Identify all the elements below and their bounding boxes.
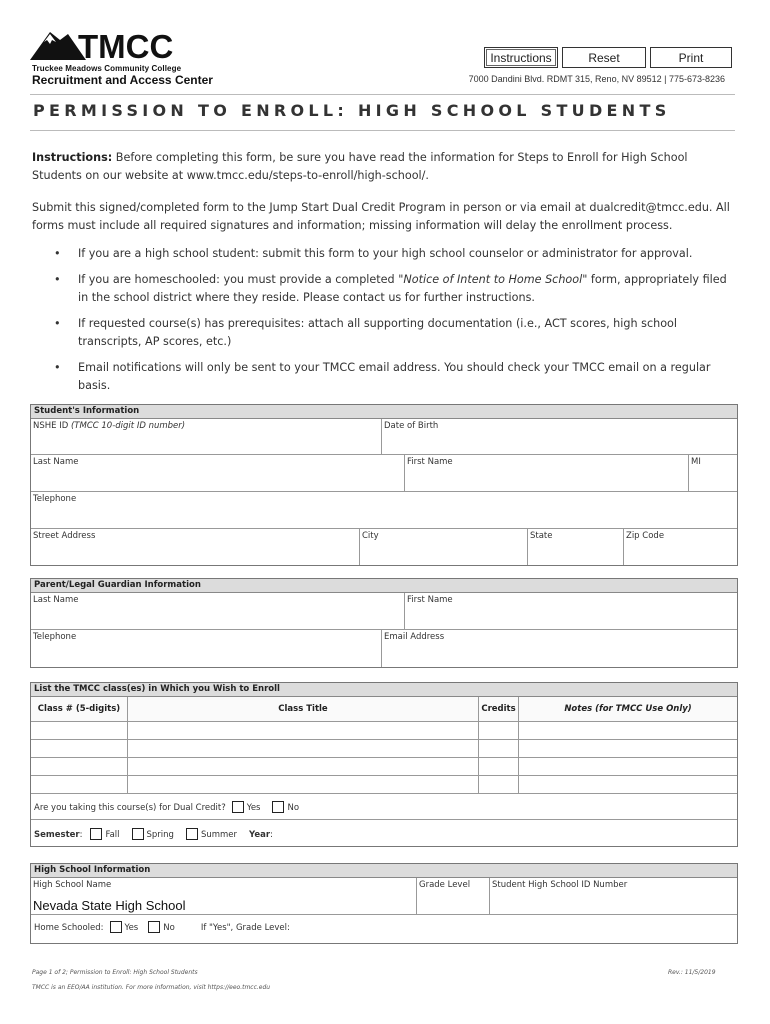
form-row xyxy=(31,455,737,492)
year-field[interactable] xyxy=(273,828,473,840)
instructions-intro xyxy=(32,149,732,185)
section-heading: List the TMCC class(es) in Which you Wish to Enroll xyxy=(31,683,737,697)
guardian-first-name-field[interactable] xyxy=(404,593,737,629)
instructions-intro-text: Before completing this form, be sure you have read the information for Steps to Enroll for High School Students on our website at www.tmcc.edu/steps-to-enroll/high-school/. xyxy=(32,151,688,182)
field-label: Street Address xyxy=(33,531,96,541)
field-label: First Name xyxy=(407,595,453,605)
spring-label: Spring xyxy=(146,830,174,840)
notes-cell[interactable] xyxy=(518,740,737,758)
field-label: Date of Birth xyxy=(384,421,439,431)
yes-label: Yes xyxy=(124,923,139,933)
instructions-block xyxy=(32,149,732,403)
no-label: No xyxy=(163,923,175,933)
notes-cell[interactable] xyxy=(518,722,737,740)
dual-credit-question: Are you taking this course(s) for Dual Credit? xyxy=(34,803,226,813)
column-header-credits: Credits xyxy=(478,697,518,722)
bullet-text: If you are homeschooled: you must provide a completed xyxy=(78,273,399,286)
page-title: PERMISSION TO ENROLL: HIGH SCHOOL STUDENTS xyxy=(33,101,671,120)
college-name: Truckee Meadows Community College xyxy=(32,64,182,73)
dual-credit-yes-checkbox[interactable] xyxy=(232,801,244,813)
field-label: City xyxy=(362,531,379,541)
semester-row: Semester : Fall Spring Summer Year : xyxy=(31,820,737,846)
city-field[interactable] xyxy=(359,529,527,565)
list-item xyxy=(32,271,732,307)
section-heading: Parent/Legal Guardian Information xyxy=(31,579,737,593)
home-schooled-yes-checkbox[interactable] xyxy=(110,921,122,933)
section-heading: High School Information xyxy=(31,864,737,878)
form-row xyxy=(31,529,737,565)
classes-section xyxy=(30,682,738,847)
instructions-button[interactable]: Instructions xyxy=(484,47,558,68)
form-row xyxy=(31,915,737,943)
date-of-birth-field[interactable] xyxy=(381,419,737,454)
guardian-last-name-field[interactable] xyxy=(31,593,404,629)
fall-checkbox[interactable] xyxy=(90,828,102,840)
field-label: NSHE ID xyxy=(33,421,71,431)
dual-credit-no-checkbox[interactable] xyxy=(272,801,284,813)
high-school-section xyxy=(30,863,738,944)
page-footer-info: Page 1 of 2; Permission to Enroll: High School Students xyxy=(32,969,198,976)
class-title-cell[interactable] xyxy=(127,776,478,794)
tmcc-logo xyxy=(30,28,240,88)
bullet-italic-text: "Notice of Intent to Home School" xyxy=(398,273,588,286)
guardian-telephone-field[interactable] xyxy=(31,630,381,667)
guardian-email-field[interactable] xyxy=(381,630,737,667)
class-number-cell[interactable] xyxy=(31,740,127,758)
form-row xyxy=(31,878,737,915)
class-title-cell[interactable] xyxy=(127,758,478,776)
form-row xyxy=(31,630,737,667)
column-header-notes-text: Notes (for TMCC Use Only) xyxy=(564,704,692,714)
page-header xyxy=(30,28,735,92)
field-label: High School Name xyxy=(33,880,112,890)
credits-cell[interactable] xyxy=(478,740,518,758)
street-address-field[interactable] xyxy=(31,529,359,565)
field-label: Telephone xyxy=(33,632,77,642)
office-address: 7000 Dandini Blvd. RDMT 315, Reno, NV 89512 | 775-673-8236 xyxy=(468,74,725,84)
department-name: Recruitment and Access Center xyxy=(32,73,213,87)
submit-text: Submit this signed/completed form to the Jump Start Dual Credit Program in person or via email at dualcredit@tmcc.edu. All forms must include all required signatures and information; missing information will delay the enrollment process. xyxy=(32,201,730,232)
if-yes-grade-label: If "Yes", Grade Level: xyxy=(200,923,290,933)
column-header-class-number: Class # (5-digits) xyxy=(31,697,127,722)
revision-date: Rev.: 11/5/2019 xyxy=(668,969,716,976)
guardian-info-section xyxy=(30,578,738,668)
form-row xyxy=(31,419,737,455)
field-label: Telephone xyxy=(33,494,77,504)
student-telephone-field[interactable] xyxy=(31,492,737,528)
class-title-cell[interactable] xyxy=(127,740,478,758)
student-mi-field[interactable] xyxy=(688,455,737,491)
class-number-cell[interactable] xyxy=(31,758,127,776)
summer-checkbox[interactable] xyxy=(186,828,198,840)
form-row xyxy=(31,492,737,529)
home-schooled-no-checkbox[interactable] xyxy=(148,921,160,933)
spring-checkbox[interactable] xyxy=(132,828,144,840)
home-schooled-row xyxy=(31,915,737,939)
grade-level-field[interactable] xyxy=(416,878,489,914)
divider xyxy=(30,94,735,95)
high-school-name-value: Nevada State High School xyxy=(33,898,186,913)
class-title-cell[interactable] xyxy=(127,722,478,740)
state-field[interactable] xyxy=(527,529,623,565)
class-number-cell[interactable] xyxy=(31,722,127,740)
class-number-cell[interactable] xyxy=(31,776,127,794)
section-heading: Student's Information xyxy=(31,405,737,419)
student-last-name-field[interactable] xyxy=(31,455,404,491)
credits-cell[interactable] xyxy=(478,776,518,794)
field-label: MI xyxy=(691,457,701,467)
high-school-name-field[interactable] xyxy=(31,878,416,914)
instructions-list xyxy=(32,245,732,395)
zip-code-field[interactable] xyxy=(623,529,737,565)
student-first-name-field[interactable] xyxy=(404,455,688,491)
form-toolbar xyxy=(484,47,732,68)
column-header-notes xyxy=(518,697,737,722)
print-button[interactable]: Print xyxy=(650,47,732,68)
field-label: State xyxy=(530,531,553,541)
field-label: Zip Code xyxy=(626,531,665,541)
summer-label: Summer xyxy=(200,830,238,840)
instructions-label: Instructions: xyxy=(32,151,113,164)
field-label: Email Address xyxy=(384,632,445,642)
student-info-section xyxy=(30,404,738,566)
column-header-class-title: Class Title xyxy=(127,697,478,722)
high-school-id-field[interactable] xyxy=(489,878,737,914)
list-item: • Email notifications will only be sent to your TMCC email address. You should check your TMCC email on a regular basis. xyxy=(32,359,732,395)
credits-cell[interactable] xyxy=(478,758,518,776)
reset-button[interactable]: Reset xyxy=(562,47,646,68)
eeo-statement: TMCC is an EEO/AA institution. For more information, visit https://eeo.tmcc.edu xyxy=(32,984,271,991)
nshe-id-field[interactable] xyxy=(31,419,381,454)
fall-label: Fall xyxy=(105,830,120,840)
year-label: Year xyxy=(249,830,271,840)
no-label: No xyxy=(287,803,300,813)
bullet-text: form, appropriately filed in the school district where they reside. Please contact us for further instructions. xyxy=(78,273,727,304)
field-label: First Name xyxy=(407,457,453,467)
classes-table xyxy=(31,697,737,794)
divider xyxy=(30,130,735,131)
yes-label: Yes xyxy=(246,803,261,813)
credits-cell[interactable] xyxy=(478,722,518,740)
field-label: Last Name xyxy=(33,457,79,467)
notes-cell[interactable] xyxy=(518,776,737,794)
list-item: • If you are a high school student: submit this form to your high school counselor or administrator for approval. xyxy=(32,245,732,263)
field-label: Grade Level xyxy=(419,880,471,890)
home-schooled-label: Home Schooled: xyxy=(34,923,104,933)
dual-credit-row xyxy=(31,794,737,820)
semester-label: Semester xyxy=(34,830,80,840)
list-item: • If requested course(s) has prerequisites: attach all supporting documentation (i.e., ACT scores, high school transcripts, AP scores, etc.) xyxy=(32,315,732,351)
logo-wordmark: TMCC xyxy=(78,28,174,64)
mountain-logo-icon xyxy=(30,28,215,64)
form-row xyxy=(31,593,737,630)
field-label: Last Name xyxy=(33,595,79,605)
field-hint: (TMCC 10-digit ID number) xyxy=(70,421,186,431)
notes-cell[interactable] xyxy=(518,758,737,776)
field-label: Student High School ID Number xyxy=(492,880,628,890)
